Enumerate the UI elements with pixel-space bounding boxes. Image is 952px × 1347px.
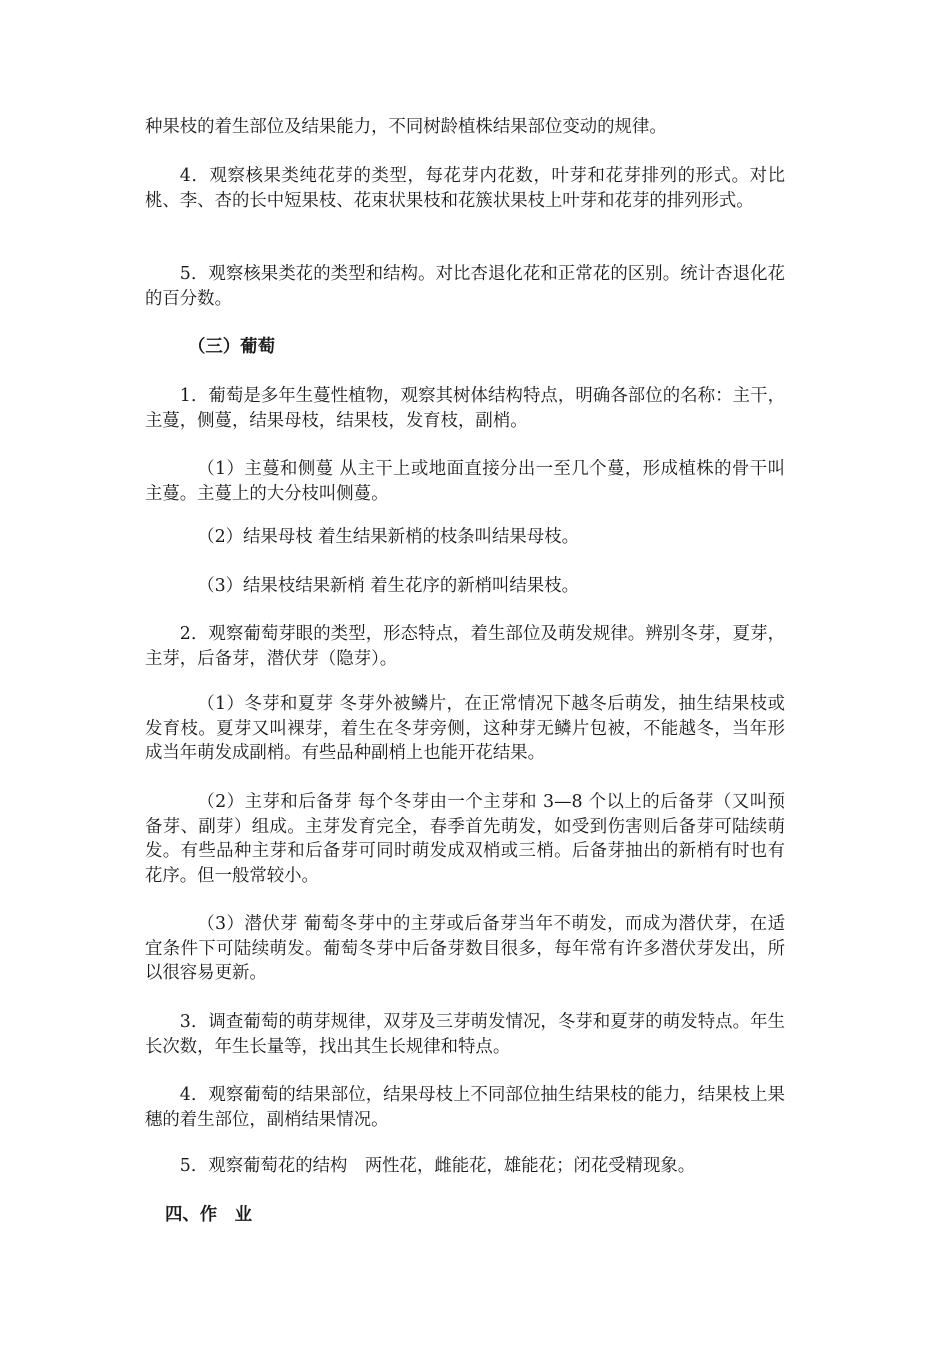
paragraph-fruiting-position: 4．观察葡萄的结果部位，结果母枝上不同部位抽生结果枝的能力，结果枝上果穗的着生部位，副梢结果情况。 xyxy=(145,1085,785,1130)
paragraph-fruiting-mother-branch: （2）结果母枝 着生结果新梢的枝条叫结果母枝。 xyxy=(197,527,579,547)
section-heading-assignment: 四、作 业 xyxy=(165,1205,252,1225)
paragraph-stone-fruit-flower-types: 5．观察核果类花的类型和结构。对比杏退化花和正常花的区别。统计杏退化花的百分数。 xyxy=(145,264,785,309)
paragraph-latent-buds: （3）潜伏芽 葡萄冬芽中的主芽或后备芽当年不萌发，而成为潜伏芽，在适宜条件下可陆续萌发。葡萄冬芽中后备芽数目很多，每年常有许多潜伏芽发出，所以很容易更新。 xyxy=(145,914,785,983)
paragraph-grape-bud-eyes: 2．观察葡萄芽眼的类型，形态特点，着生部位及萌发规律。辨别冬芽，夏芽，主芽，后备芽，潜伏芽（隐芽）。 xyxy=(145,624,785,669)
paragraph-winter-and-summer-buds: （1）冬芽和夏芽 冬芽外被鳞片，在正常情况下越冬后萌发，抽生结果枝或发育枝。夏芽又叫裸芽，着生在冬芽旁侧，这种芽无鳞片包被，不能越冬，当年形成当年萌发成副梢。有些品种副梢上也能开花结果。 xyxy=(145,694,785,763)
paragraph-grape-flower-structure: 5．观察葡萄花的结构 两性花，雌能花，雄能花；闭花受精现象。 xyxy=(179,1156,696,1176)
paragraph-fruiting-branch: （3）结果枝结果新梢 着生花序的新梢叫结果枝。 xyxy=(197,576,579,596)
paragraph-grape-tree-structure: 1．葡萄是多年生蔓性植物，观察其树体结构特点，明确各部位的名称：主干，主蔓，侧蔓，结果母枝，结果枝，发育枝，副梢。 xyxy=(145,386,785,431)
paragraph-fruit-branch-continuation: 种果枝的着生部位及结果能力，不同树龄植株结果部位变动的规律。 xyxy=(145,117,667,137)
section-heading-grape: （三）葡萄 xyxy=(188,337,275,357)
paragraph-main-and-reserve-buds: （2）主芽和后备芽 每个冬芽由一个主芽和 3—8 个以上的后备芽（又叫预备芽、副芽）组成。主芽发育完全，春季首先萌发，如受到伤害则后备芽可陆续萌发。有些品种主芽和后备芽可同时萌发成双梢或三梢。后备芽抽出的新梢有时也有花序。但一般常较小。 xyxy=(145,792,785,886)
paragraph-stone-fruit-bud-types: 4．观察核果类纯花芽的类型，每花芽内花数，叶芽和花芽排列的形式。对比桃、李、杏的长中短果枝、花束状果枝和花簇状果枝上叶芽和花芽的排列形式。 xyxy=(145,166,785,211)
paragraph-main-and-side-vines: （1）主蔓和侧蔓 从主干上或地面直接分出一至几个蔓，形成植株的骨干叫主蔓。主蔓上的大分枝叫侧蔓。 xyxy=(145,459,785,504)
paragraph-sprouting-survey: 3．调查葡萄的萌芽规律，双芽及三芽萌发情况，冬芽和夏芽的萌发特点。年生长次数，年生长量等，找出其生长规律和特点。 xyxy=(145,1012,785,1057)
